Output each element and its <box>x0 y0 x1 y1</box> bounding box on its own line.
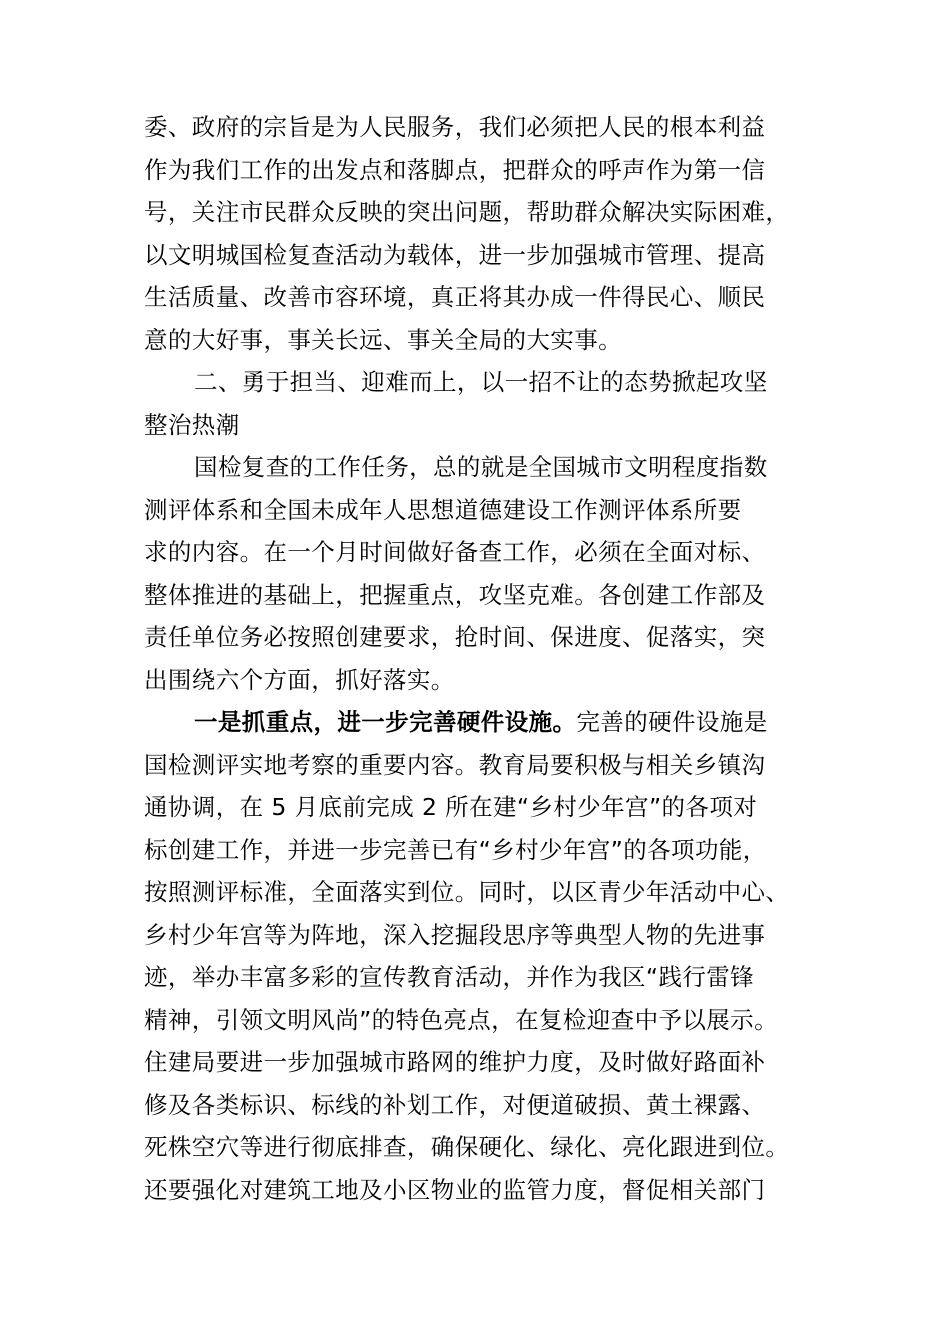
text-line: 号，关注市民群众反映的突出问题，帮助群众解决实际困难， <box>144 198 790 226</box>
text-line: 国检测评实地考察的重要内容。教育局要积极与相关乡镇沟 <box>144 750 766 779</box>
text-line: 国检复查的工作任务，总的就是全国城市文明程度指数 <box>194 453 768 481</box>
text-line: 死株空穴等进行彻底排查，确保硬化、绿化、亮化跟进到位。 <box>144 1133 790 1161</box>
text-line: 责任单位务必按照创建要求，抢时间、保进度、促落实，突 <box>144 623 766 651</box>
line-remainder: 完善的硬件设施是 <box>576 708 768 736</box>
text-line: 通协调，在 5 月底前完成 2 所在建“乡村少年宫”的各项对 <box>144 793 758 821</box>
text-line: 乡村少年宫等为阵地，深入挖掘段思序等典型人物的先进事 <box>144 920 766 949</box>
text-line: 按照测评标准，全面落实到位。同时，以区青少年活动中心、 <box>144 878 790 906</box>
text-line: 迹，举办丰富多彩的宣传教育活动，并作为我区“践行雷锋 <box>144 963 755 991</box>
text-line: 住建局要进一步加强城市路网的维护力度，及时做好路面补 <box>144 1048 766 1076</box>
text-line: 委、政府的宗旨是为人民服务，我们必须把人民的根本利益 <box>144 113 766 141</box>
text-line: 还要强化对建筑工地及小区物业的监管力度，督促相关部门 <box>144 1175 766 1204</box>
text-line: 修及各类标识、标线的补划工作，对便道破损、黄土裸露、 <box>144 1090 766 1119</box>
text-line: 意的大好事，事关长远、事关全局的大实事。 <box>144 325 622 354</box>
text-line: 以文明城国检复查活动为载体，进一步加强城市管理、提高 <box>144 240 766 269</box>
section-heading-continued: 整治热潮 <box>144 410 240 439</box>
text-line: 作为我们工作的出发点和落脚点，把群众的呼声作为第一信 <box>144 155 766 184</box>
text-line: 精神，引领文明风尚”的特色亮点，在复检迎查中予以展示。 <box>144 1005 778 1034</box>
text-line: 标创建工作，并进一步完善已有“乡村少年宫”的各项功能， <box>144 835 767 864</box>
text-line: 出围绕六个方面，抓好落实。 <box>144 665 455 694</box>
text-line: 测评体系和全国未成年人思想道德建设工作测评体系所要 <box>144 495 742 524</box>
text-line-with-bold-lead <box>144 701 814 744</box>
section-heading: 二、勇于担当、迎难而上，以一招不让的态势掀起攻坚 <box>194 368 768 396</box>
text-line: 生活质量、改善市容环境，真正将其办成一件得民心、顺民 <box>144 283 766 311</box>
text-line: 求的内容。在一个月时间做好备查工作，必须在全面对标、 <box>144 538 766 566</box>
text-line: 整体推进的基础上，把握重点，攻坚克难。各创建工作部及 <box>144 580 766 609</box>
body-text <box>144 106 814 1211</box>
bold-lead-text: 一是抓重点，进一步完善硬件设施。 <box>194 708 577 736</box>
